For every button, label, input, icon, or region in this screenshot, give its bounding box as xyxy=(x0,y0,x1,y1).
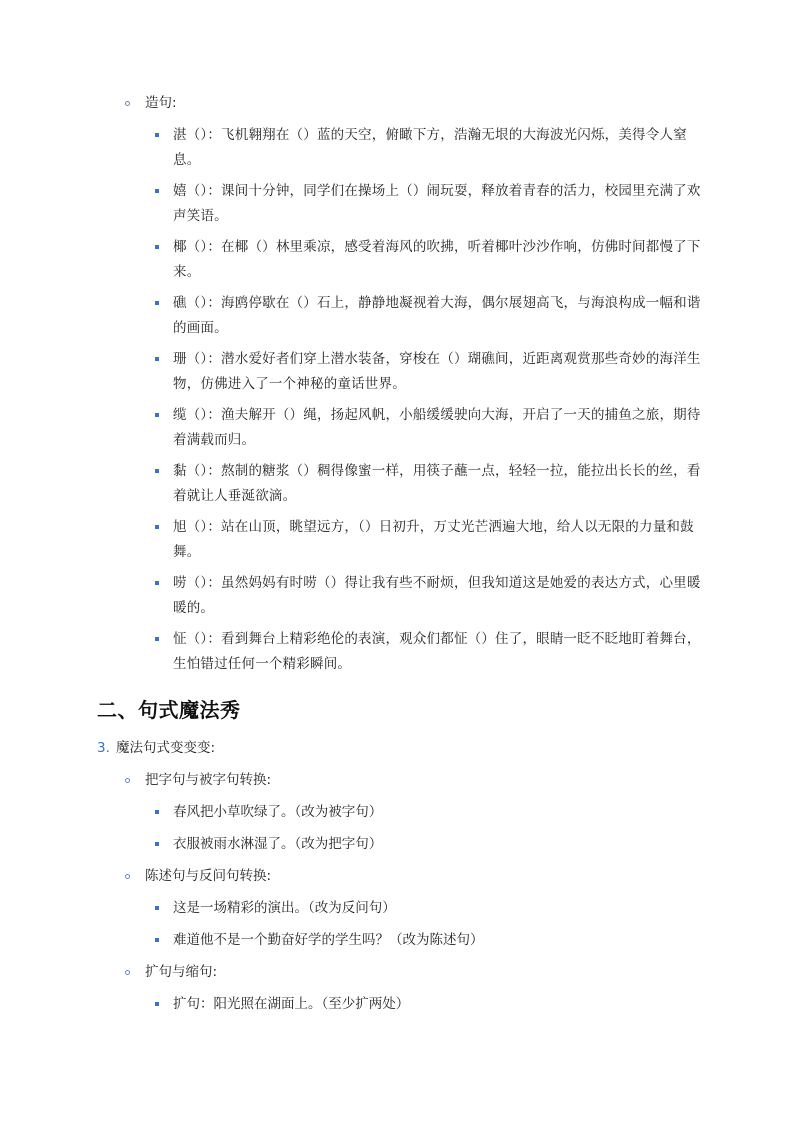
circle-bullet-icon xyxy=(125,101,130,106)
list-item: 旭（）：站在山顶，眺望远方，（）日初升，万丈光芒洒遍大地，给人以无限的力量和鼓舞。 xyxy=(173,519,694,560)
group-label: 把字句与被字句转换: xyxy=(145,772,272,788)
circle-bullet-icon xyxy=(125,874,130,879)
list-item: 扩句：阳光照在湖面上。（至少扩两处） xyxy=(173,996,410,1012)
square-bullet-icon xyxy=(155,189,159,193)
square-bullet-icon xyxy=(155,525,159,529)
circle-bullet-icon xyxy=(125,970,130,975)
square-bullet-icon xyxy=(155,133,159,137)
subheading-sentence-making: 造句: xyxy=(145,95,177,111)
list-item: 缆（）：渔夫解开（）绳，扬起风帆，小船缓缓驶向大海，开启了一天的捕鱼之旅，期待着满载而归。 xyxy=(173,407,701,448)
list-item: 嬉（）：课间十分钟，同学们在操场上（）闹玩耍，释放着青春的活力，校园里充满了欢声笑语。 xyxy=(173,183,701,224)
square-bullet-icon xyxy=(155,842,159,846)
list-item: 唠（）：虽然妈妈有时唠（）得让我有些不耐烦，但我知道这是她爱的表达方式，心里暖暖的。 xyxy=(173,575,701,616)
square-bullet-icon xyxy=(155,938,159,942)
square-bullet-icon xyxy=(155,357,159,361)
list-item: 湛（）：飞机翱翔在（）蓝的天空，俯瞰下方，浩瀚无垠的大海波光闪烁，美得令人窒息。 xyxy=(173,127,687,168)
square-bullet-icon xyxy=(155,469,159,473)
group-label: 陈述句与反问句转换: xyxy=(145,868,272,884)
list-number: 3. xyxy=(97,740,110,756)
list-item: 难道他不是一个勤奋好学的学生吗？（改为陈述句） xyxy=(173,932,484,948)
list-item: 礁（）：海鸥停歇在（）石上，静静地凝视着大海，偶尔展翅高飞，与海浪构成一幅和谐的画面。 xyxy=(173,295,701,336)
square-bullet-icon xyxy=(155,301,159,305)
list-item: 椰（）：在椰（）林里乘凉，感受着海风的吹拂，听着椰叶沙沙作响，仿佛时间都慢了下来。 xyxy=(173,239,701,280)
square-bullet-icon xyxy=(155,906,159,910)
square-bullet-icon xyxy=(155,245,159,249)
list-item: 这是一场精彩的演出。（改为反问句） xyxy=(173,900,396,916)
section-heading: 二、句式魔法秀 xyxy=(97,698,241,722)
list-item: 春风把小草吹绿了。（改为被字句） xyxy=(173,804,383,820)
list-item: 黏（）：熬制的糖浆（）稠得像蜜一样，用筷子蘸一点，轻轻一拉，能拉出长长的丝，看着就让人垂涎欲滴。 xyxy=(173,463,701,504)
list-item: 衣服被雨水淋湿了。（改为把字句） xyxy=(173,836,383,852)
square-bullet-icon xyxy=(155,1002,159,1006)
square-bullet-icon xyxy=(155,581,159,585)
square-bullet-icon xyxy=(155,810,159,814)
square-bullet-icon xyxy=(155,637,159,641)
list-item: 珊（）：潜水爱好者们穿上潜水装备，穿梭在（）瑚礁间，近距离观赏那些奇妙的海洋生物，仿佛进入了一个神秘的童话世界。 xyxy=(173,351,701,392)
subsection-title: 魔法句式变变变: xyxy=(116,740,216,756)
square-bullet-icon xyxy=(155,413,159,417)
group-label: 扩句与缩句: xyxy=(145,964,218,980)
circle-bullet-icon xyxy=(125,778,130,783)
list-item: 怔（）：看到舞台上精彩绝伦的表演，观众们都怔（）住了，眼睛一眨不眨地盯着舞台，生怕错过任何一个精彩瞬间。 xyxy=(173,631,701,672)
